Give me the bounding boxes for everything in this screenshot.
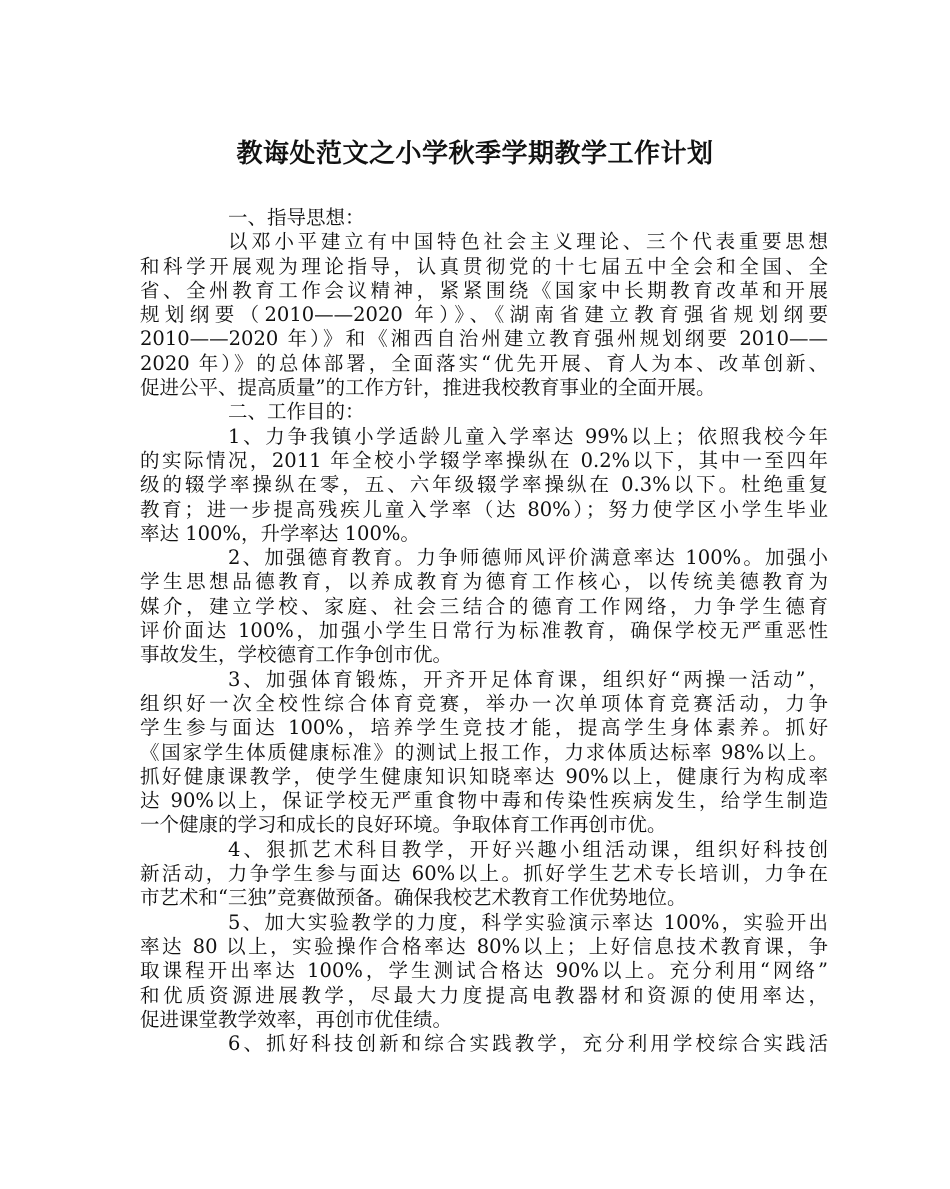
paragraph-line: 省、全州教育工作会议精神，紧紧围绕《国家中长期教育改革和开展 (140, 278, 828, 302)
paragraph-line: 教育；进一步提高残疾儿童入学率（达 80%）；努力使学区小学生毕业 (140, 497, 828, 521)
paragraph-line: 的实际情况，2011 年全校小学辍学率操纵在 0.2%以下，其中一至四年 (140, 448, 828, 472)
paragraph-line: 以邓小平建立有中国特色社会主义理论、三个代表重要思想 (228, 230, 828, 254)
document-body (140, 206, 828, 1056)
paragraph-line: 市艺术和“三独”竞赛做预备。确保我校艺术教育工作优势地位。 (140, 886, 687, 910)
paragraph-line: 1、力争我镇小学适龄儿童入学率达 99%以上；依照我校今年 (228, 424, 828, 448)
paragraph-line: 2、加强德育教育。力争师德师风评价满意率达 100%。加强小 (228, 546, 828, 570)
paragraph-line: 达 90%以上，保证学校无严重食物中毒和传染性疾病发生，给学生制造 (140, 789, 828, 813)
paragraph-line: 级的辍学率操纵在零，五、六年级辍学率操纵在 0.3%以下。杜绝重复 (140, 473, 828, 497)
paragraph-line: 新活动，力争学生参与面达 60%以上。抓好学生艺术专长培训，力争在 (140, 862, 828, 886)
paragraph-line: 促进课堂教学效率，再创市优佳绩。 (140, 1007, 453, 1031)
paragraph-line: 和优质资源进展教学，尽最大力度提高电教器材和资源的使用率达， (140, 983, 828, 1007)
paragraph-line: 促进公平、提高质量”的工作方针，推进我校教育事业的全面开展。 (140, 376, 716, 400)
paragraph-line: 规划纲要（2010——2020 年）》、《湖南省建立教育强省规划纲要 (140, 303, 828, 327)
paragraph-line: 学生参与面达 100%，培养学生竞技才能，提高学生身体素养。抓好 (140, 716, 828, 740)
paragraph-line: 和科学开展观为理论指导，认真贯彻党的十七届五中全会和全国、全 (140, 254, 828, 278)
paragraph-line: 二、工作目的： (228, 400, 365, 424)
paragraph-line: 评价面达 100%，加强小学生日常行为标准教育，确保学校无严重恶性 (140, 619, 828, 643)
paragraph-line: 5、加大实验教学的力度，科学实验演示率达 100%，实验开出 (228, 910, 828, 934)
paragraph-line: 取课程开出率达 100%，学生测试合格达 90%以上。充分利用“网络” (140, 959, 828, 983)
paragraph-line: 事故发生，学校德育工作争创市优。 (140, 643, 453, 667)
paragraph-line: 率达 100%，升学率达 100%。 (140, 521, 420, 545)
paragraph-line: 《国家学生体质健康标准》的测试上报工作，力求体质达标率 98%以上。 (140, 740, 828, 764)
paragraph-line: 率达 80 以上，实验操作合格率达 80%以上；上好信息技术教育课，争 (140, 934, 828, 958)
paragraph-line: 学生思想品德教育，以养成教育为德育工作核心，以传统美德教育为 (140, 570, 828, 594)
paragraph-line: 一个健康的学习和成长的良好环境。争取体育工作再创市优。 (140, 813, 667, 837)
paragraph-line: 6、抓好科技创新和综合实践教学，充分利用学校综合实践活 (228, 1032, 828, 1056)
paragraph-line: 抓好健康课教学，使学生健康知识知晓率达 90%以上，健康行为构成率 (140, 764, 828, 788)
paragraph-line: 2010——2020 年）》和《湘西自治州建立教育强州规划纲要 2010—— (140, 327, 828, 351)
paragraph-line: 4、狠抓艺术科目教学，开好兴趣小组活动课，组织好科技创 (228, 837, 828, 861)
paragraph-line: 一、指导思想： (228, 206, 365, 229)
paragraph-line: 2020 年）》的总体部署，全面落实“优先开展、育人为本、改革创新、 (140, 351, 828, 375)
paragraph-line: 媒介，建立学校、家庭、社会三结合的德育工作网络，力争学生德育 (140, 594, 828, 618)
document-title: 教诲处范文之小学秋季学期教学工作计划 (236, 139, 714, 169)
paragraph-line: 3、加强体育锻炼，开齐开足体育课，组织好“两操一活动”， (228, 667, 828, 691)
paragraph-line: 组织好一次全校性综合体育竞赛，举办一次单项体育竞赛活动，力争 (140, 691, 828, 715)
